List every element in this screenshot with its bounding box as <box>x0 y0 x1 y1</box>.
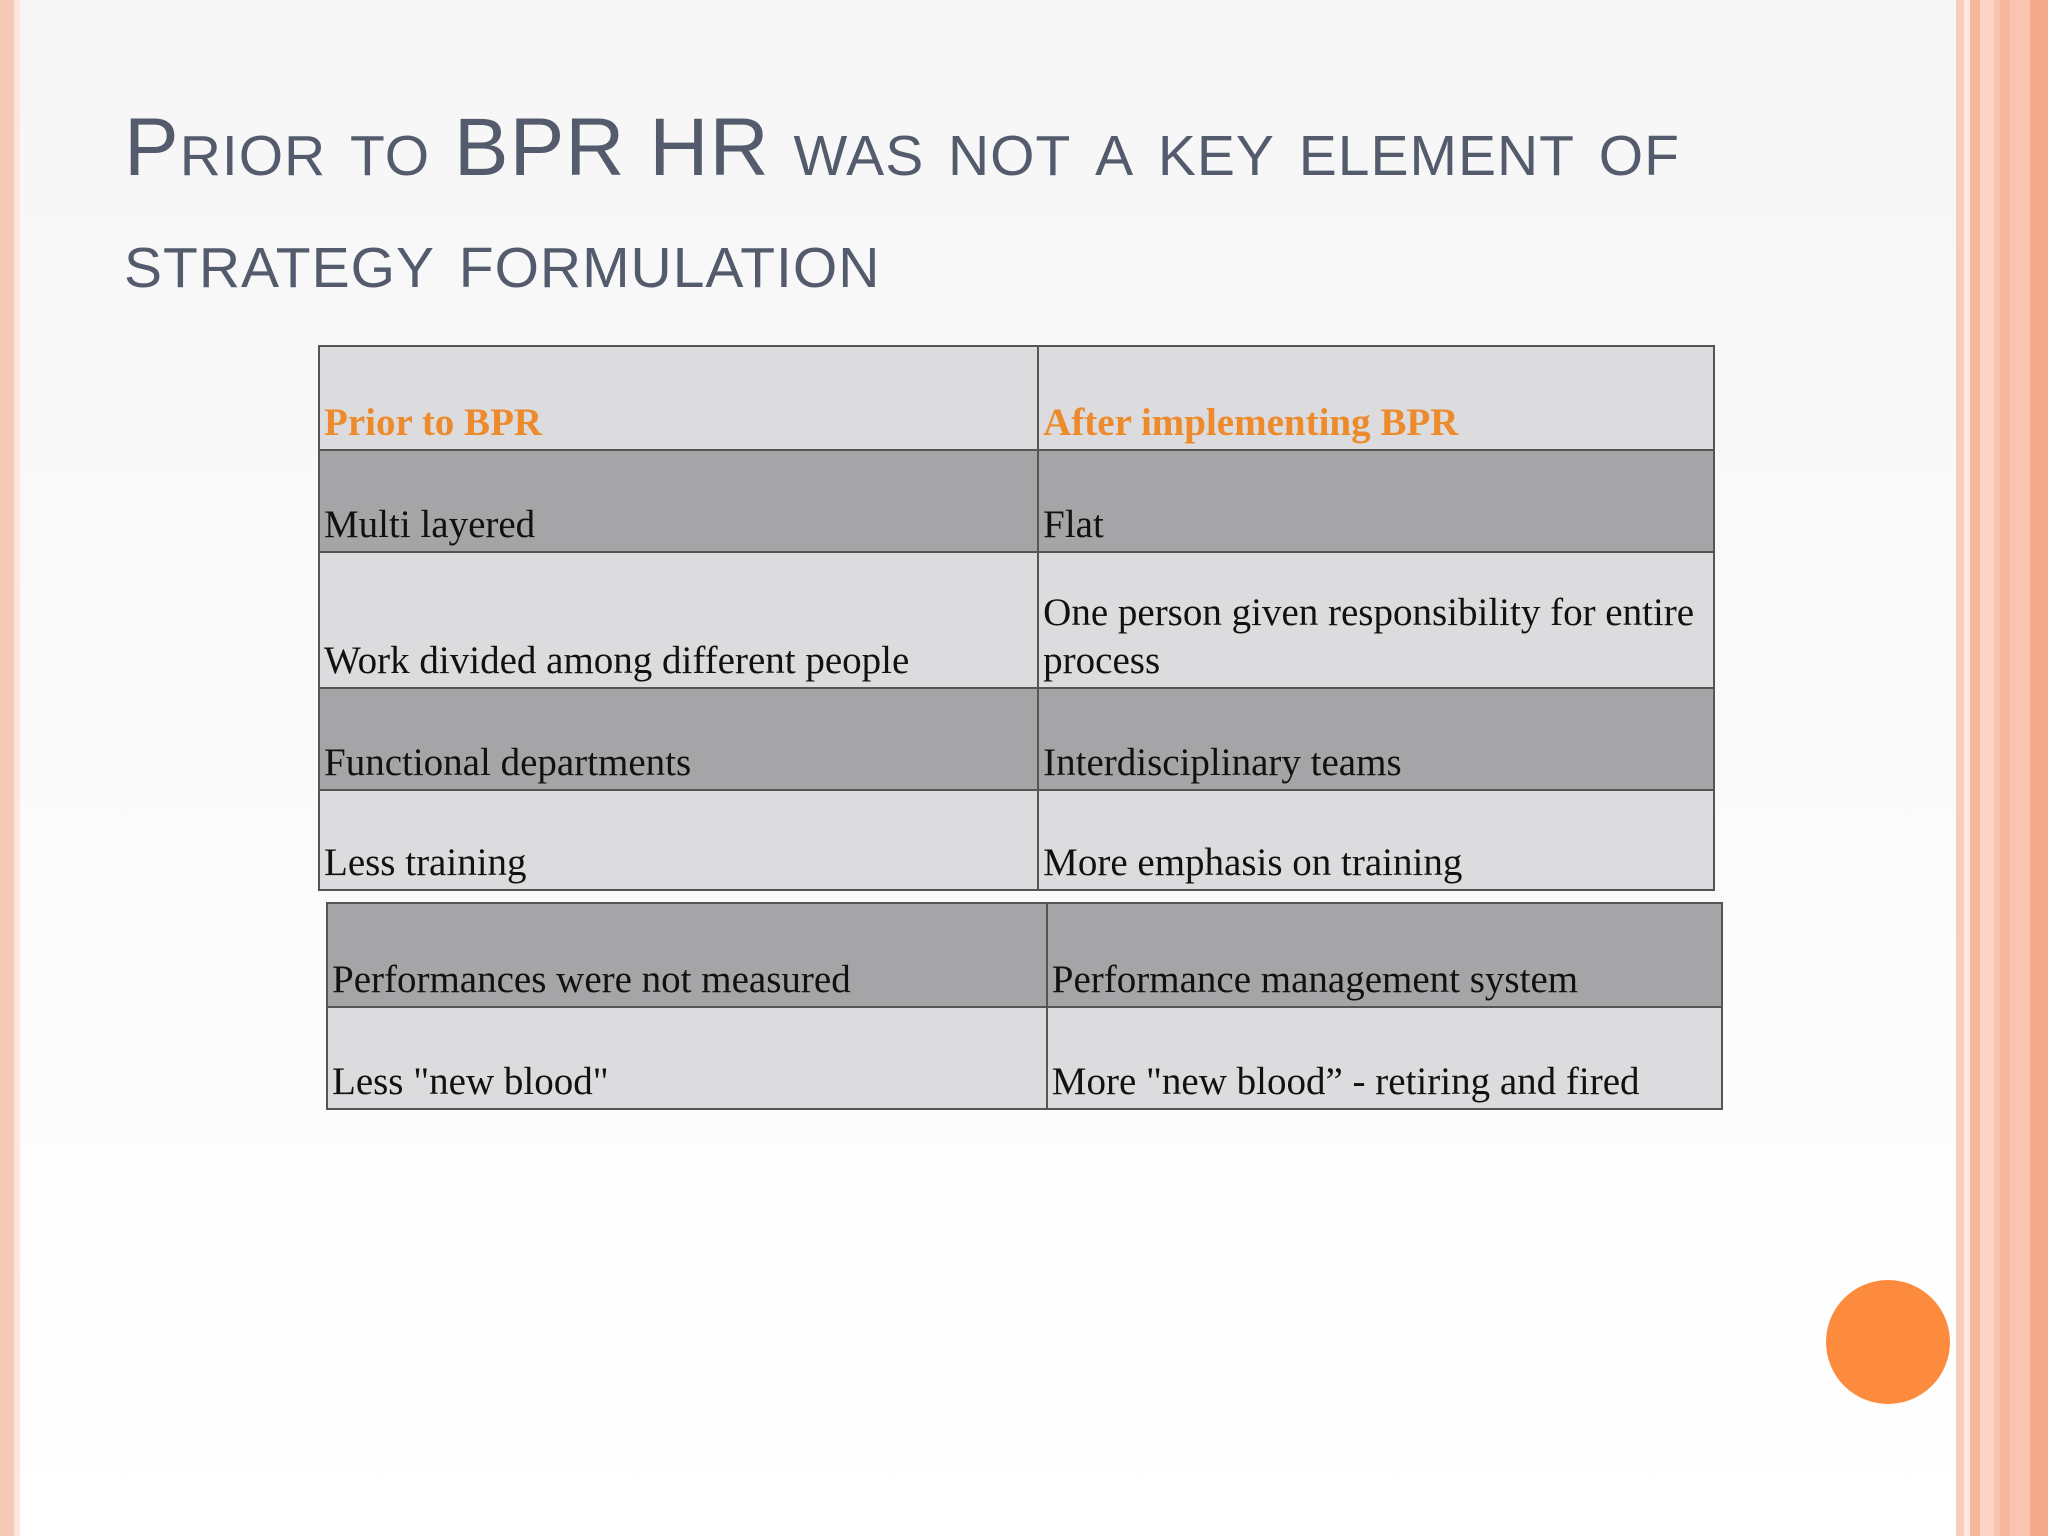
left-border-stripe <box>0 0 14 1536</box>
header-prior-to-bpr: Prior to BPR <box>319 346 1038 450</box>
table-cell: Work divided among different people <box>319 552 1038 688</box>
table-cell: Functional departments <box>319 688 1038 790</box>
table-row <box>319 552 1714 688</box>
table-row <box>327 1007 1722 1109</box>
header-after-implementing-bpr: After implementing BPR <box>1038 346 1714 450</box>
table-cell: Performance management system <box>1047 903 1722 1007</box>
table-cell: More emphasis on training <box>1038 790 1714 890</box>
right-border-stripe <box>1970 0 1980 1536</box>
table-row <box>319 450 1714 552</box>
table-cell: More "new blood” - retiring and fired <box>1047 1007 1722 1109</box>
left-border-stripe-edge <box>14 0 20 1536</box>
right-border-stripe <box>1956 0 1964 1536</box>
slide-title: Prior to BPR HR was not a key element of strategy formulation <box>124 102 1680 305</box>
right-border-stripe <box>2000 0 2010 1536</box>
table-row <box>319 790 1714 890</box>
table-cell: Performances were not measured <box>327 903 1047 1007</box>
table-cell: Interdisciplinary teams <box>1038 688 1714 790</box>
table-cell: One person given responsibility for entire process <box>1038 552 1714 688</box>
table-cell: Less training <box>319 790 1038 890</box>
comparison-table-continued <box>326 902 1723 1110</box>
table-row <box>327 903 1722 1007</box>
table-row <box>319 688 1714 790</box>
table-cell: Multi layered <box>319 450 1038 552</box>
right-border-stripe <box>1980 0 1994 1536</box>
accent-circle <box>1826 1280 1950 1404</box>
comparison-table <box>318 345 1715 891</box>
right-border-stripe <box>2030 0 2048 1536</box>
table-cell: Less "new blood" <box>327 1007 1047 1109</box>
table-header-row <box>319 346 1714 450</box>
table-cell: Flat <box>1038 450 1714 552</box>
